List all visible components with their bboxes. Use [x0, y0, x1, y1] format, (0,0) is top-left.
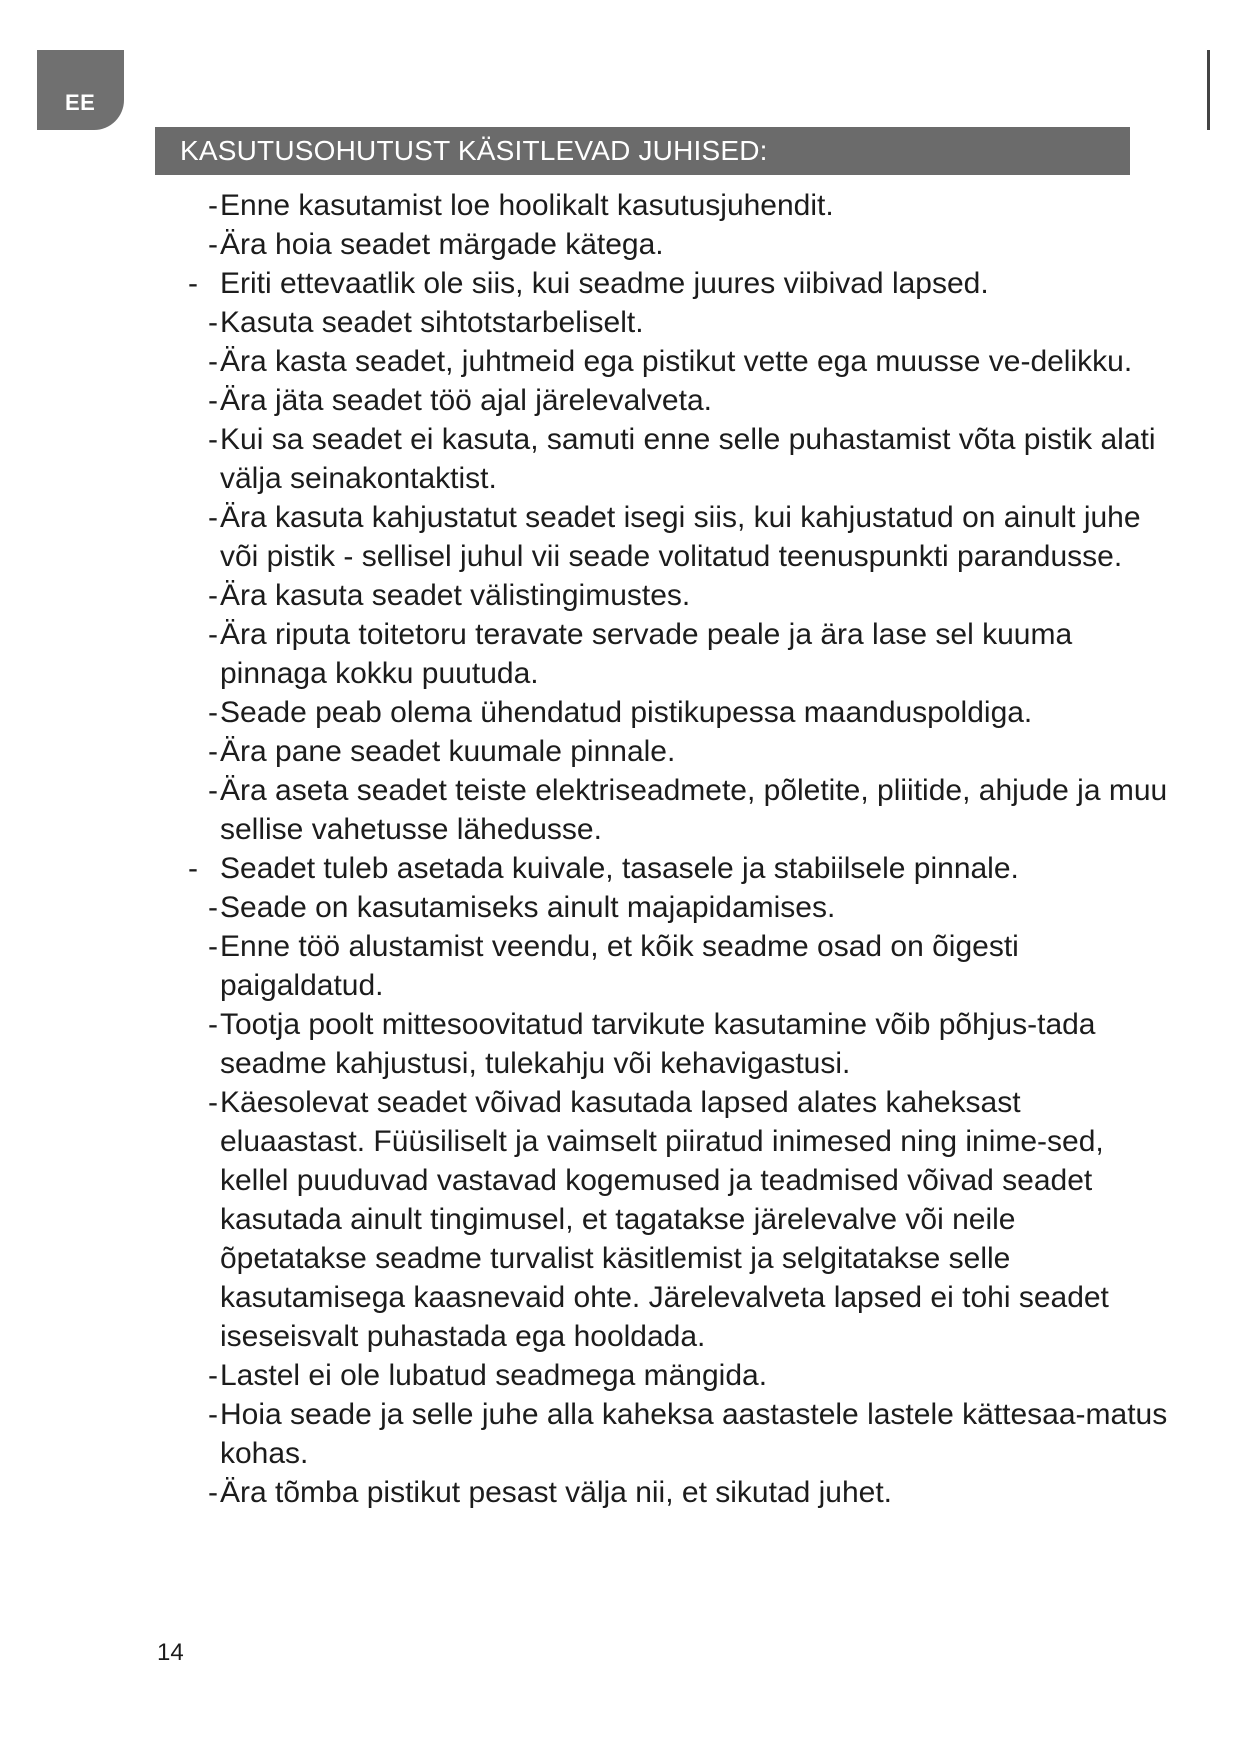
instruction-text: Ära kasuta seadet välistingimustes.	[220, 579, 691, 612]
list-dash: -	[208, 189, 218, 222]
list-dash: -	[208, 696, 218, 729]
language-tab	[37, 50, 124, 130]
list-dash: -	[208, 579, 218, 612]
list-dash: -	[208, 930, 218, 963]
list-item	[185, 498, 1170, 576]
list-dash: -	[208, 384, 218, 417]
list-dash: -	[208, 1008, 218, 1041]
instruction-text: Kasuta seadet sihtotstarbeliselt.	[220, 306, 644, 339]
list-item	[185, 186, 1170, 225]
list-dash: -	[208, 423, 218, 456]
safety-instructions-list	[185, 186, 1170, 1512]
list-dash: -	[208, 891, 218, 924]
list-dash: -	[208, 1476, 218, 1509]
list-dash: -	[208, 1359, 218, 1392]
list-item	[185, 888, 1170, 927]
section-title: KASUTUSOHUTUST KÄSITLEVAD JUHISED:	[180, 135, 768, 166]
list-dash: -	[208, 774, 218, 807]
list-item	[185, 771, 1170, 849]
list-item	[185, 342, 1170, 381]
instruction-text: Lastel ei ole lubatud seadmega mängida.	[220, 1359, 768, 1392]
list-dash: -	[188, 267, 198, 300]
list-item	[185, 264, 1170, 303]
list-dash: -	[208, 501, 218, 534]
instruction-text: Ära pane seadet kuumale pinnale.	[220, 735, 676, 768]
instruction-text: Kui sa seadet ei kasuta, samuti enne selle puhastamist võta pistik alati välja seinakontaktist.	[220, 423, 1156, 495]
instruction-text: Tootja poolt mittesoovitatud tarvikute kasutamine võib põhjus-tada seadme kahjustusi, tulekahju või kehavigastusi.	[220, 1008, 1096, 1080]
list-item	[185, 1005, 1170, 1083]
list-dash: -	[208, 735, 218, 768]
list-dash: -	[208, 1398, 218, 1431]
instruction-text: Ära kasta seadet, juhtmeid ega pistikut vette ega muusse ve-delikku.	[220, 345, 1133, 378]
list-dash: -	[188, 852, 198, 885]
list-item	[185, 381, 1170, 420]
list-item	[185, 693, 1170, 732]
instruction-text: Enne töö alustamist veendu, et kõik seadme osad on õigesti paigaldatud.	[220, 930, 1019, 1002]
list-item	[185, 1356, 1170, 1395]
section-header	[155, 127, 1130, 175]
list-item	[185, 732, 1170, 771]
list-item	[185, 225, 1170, 264]
page-edge-marker	[1207, 50, 1210, 130]
instruction-text: Ära hoia seadet märgade kätega.	[220, 228, 664, 261]
language-code: EE	[65, 90, 96, 115]
instruction-text: Ära kasuta kahjustatut seadet isegi siis, kui kahjustatud on ainult juhe või pistik - sellisel juhul vii seade volitatud teenuspunkti parandusse.	[220, 501, 1141, 573]
instruction-text: Käesolevat seadet võivad kasutada lapsed alates kaheksast eluaastast. Füüsiliselt ja vaimselt piiratud inimesed ning inime-sed, kellel puuduvad vastavad kogemused ja teadmised võivad seadet kasutada ainult tingimusel, et tagatakse järelevalve või neile õpetatakse seadme turvalist käsitlemist ja selgitatakse selle kasutamisega kaasnevaid ohte. Järelevalveta lapsed ei tohi seadet iseseisvalt puhastada ega hooldada.	[220, 1086, 1109, 1353]
instruction-text: Ära jäta seadet töö ajal järelevalveta.	[220, 384, 712, 417]
page-number: 14	[157, 1639, 184, 1666]
list-item	[185, 1083, 1170, 1356]
list-dash: -	[208, 306, 218, 339]
list-item	[185, 1395, 1170, 1473]
instruction-text: Ära riputa toitetoru teravate servade peale ja ära lase sel kuuma pinnaga kokku puutuda.	[220, 618, 1073, 690]
instruction-text: Enne kasutamist loe hoolikalt kasutusjuhendit.	[220, 189, 834, 222]
instruction-text: Seade on kasutamiseks ainult majapidamises.	[220, 891, 836, 924]
instruction-text: Ära tõmba pistikut pesast välja nii, et sikutad juhet.	[220, 1476, 893, 1509]
instruction-text: Seade peab olema ühendatud pistikupessa maanduspoldiga.	[220, 696, 1033, 729]
instruction-text: Ära aseta seadet teiste elektriseadmete, põletite, pliitide, ahjude ja muu sellise vahetusse lähedusse.	[220, 774, 1168, 846]
list-dash: -	[208, 228, 218, 261]
list-item	[185, 576, 1170, 615]
list-item	[185, 1473, 1170, 1512]
instruction-text: Seadet tuleb asetada kuivale, tasasele ja stabiilsele pinnale.	[220, 852, 1019, 885]
list-dash: -	[208, 1086, 218, 1119]
list-item	[185, 303, 1170, 342]
list-item	[185, 849, 1170, 888]
list-dash: -	[208, 345, 218, 378]
list-item	[185, 420, 1170, 498]
list-item	[185, 615, 1170, 693]
list-item	[185, 927, 1170, 1005]
instruction-text: Hoia seade ja selle juhe alla kaheksa aastastele lastele kättesaa-matus kohas.	[220, 1398, 1168, 1470]
list-dash: -	[208, 618, 218, 651]
instruction-text: Eriti ettevaatlik ole siis, kui seadme juures viibivad lapsed.	[220, 267, 989, 300]
